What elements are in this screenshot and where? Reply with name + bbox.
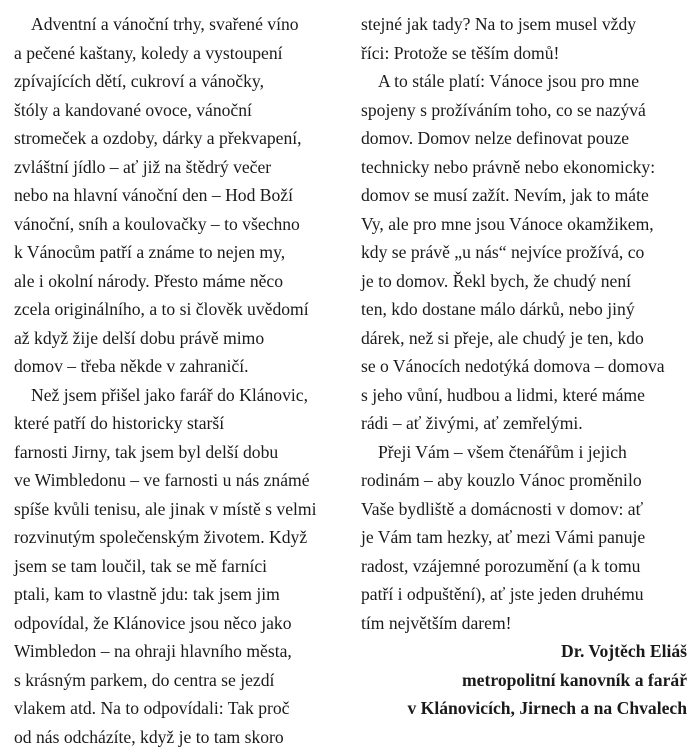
paragraph-line: vánoční, sníh a koulovačky – to všechno [14,210,340,239]
paragraph-line: zpívajících dětí, cukroví a vánočky, [14,67,340,96]
paragraph-line: a pečené kaštany, koledy a vystoupení [14,39,340,68]
paragraph-line: štóly a kandované ovoce, vánoční [14,96,340,125]
right-column [361,10,687,723]
author-parishes: v Klánovicích, Jirnech a na Chvalech [361,694,687,723]
paragraph-line: domov – třeba někde v zahraničí. [14,352,340,381]
paragraph-line: stejné jak tady? Na to jsem musel vždy [361,10,687,39]
paragraph-line: Wimbledon – na ohraji hlavního města, [14,637,340,666]
paragraph-line: patří i odpuštění), ať jste jeden druhému [361,580,687,609]
paragraph-line: říci: Protože se těším domů! [361,39,687,68]
left-column [14,10,340,751]
paragraph-line: rozvinutým společenským životem. Když [14,523,340,552]
paragraph-line: ptali, kam to vlastně jdu: tak jsem jim [14,580,340,609]
paragraph-line: k Vánocům patří a známe to nejen my, [14,238,340,267]
paragraph-line: nebo na hlavní vánoční den – Hod Boží [14,181,340,210]
paragraph-line: s krásným parkem, do centra se jezdí [14,666,340,695]
paragraph-line: rodinám – aby kouzlo Vánoc proměnilo [361,466,687,495]
paragraph-line: ve Wimbledonu – ve farnosti u nás známé [14,466,340,495]
paragraph-line: kdy se právě „u nás“ nejvíce prožívá, co [361,238,687,267]
paragraph-line: se o Vánocích nedotýká domova – domova [361,352,687,381]
paragraph-line: farnosti Jirny, tak jsem byl delší dobu [14,438,340,467]
paragraph-line: zcela originálního, a to si člověk uvědomí [14,295,340,324]
paragraph-line: ale i okolní národy. Přesto máme něco [14,267,340,296]
paragraph-line: rádi – ať živými, ať zemřelými. [361,409,687,438]
paragraph-line: je Vám tam hezky, ať mezi Vámi panuje [361,523,687,552]
paragraph-line: s jeho vůní, hudbou a lidmi, které máme [361,381,687,410]
paragraph-line: jsem se tam loučil, tak se mě farníci [14,552,340,581]
paragraph-line: technicky nebo právně nebo ekonomicky: [361,153,687,182]
author-signature [361,637,687,723]
paragraph-line: domov se musí zažít. Nevím, jak to máte [361,181,687,210]
author-title: metropolitní kanovník a farář [361,666,687,695]
paragraph-line: Přeji Vám – všem čtenářům i jejich [361,438,687,467]
paragraph-line: zvláštní jídlo – ať již na štědrý večer [14,153,340,182]
paragraph-line: tím největším darem! [361,609,687,638]
paragraph-line: až když žije delší dobu právě mimo [14,324,340,353]
paragraph-line: stromeček a ozdoby, dárky a překvapení, [14,124,340,153]
paragraph-line: odpovídal, že Klánovice jsou něco jako [14,609,340,638]
paragraph-line: A to stále platí: Vánoce jsou pro mne [361,67,687,96]
paragraph-line: Než jsem přišel jako farář do Klánovic, [14,381,340,410]
paragraph-line: domov. Domov nelze definovat pouze [361,124,687,153]
paragraph-line: které patří do historicky starší [14,409,340,438]
paragraph-line: vlakem atd. Na to odpovídali: Tak proč [14,694,340,723]
paragraph-line: radost, vzájemné porozumění (a k tomu [361,552,687,581]
paragraph-line: spíše kvůli tenisu, ale jinak v místě s velmi [14,495,340,524]
paragraph-line: Vaše bydliště a domácnosti v domov: ať [361,495,687,524]
paragraph-line: ten, kdo dostane málo dárků, nebo jiný [361,295,687,324]
paragraph-line: dárek, než si přeje, ale chudý je ten, kdo [361,324,687,353]
paragraph-line: Vy, ale pro mne jsou Vánoce okamžikem, [361,210,687,239]
paragraph-line: spojeny s prožíváním toho, co se nazývá [361,96,687,125]
paragraph-line: je to domov. Řekl bych, že chudý není [361,267,687,296]
paragraph-line: Adventní a vánoční trhy, svařené víno [14,10,340,39]
paragraph-line: od nás odcházíte, když je to tam skoro [14,723,340,751]
author-name: Dr. Vojtěch Eliáš [361,637,687,666]
